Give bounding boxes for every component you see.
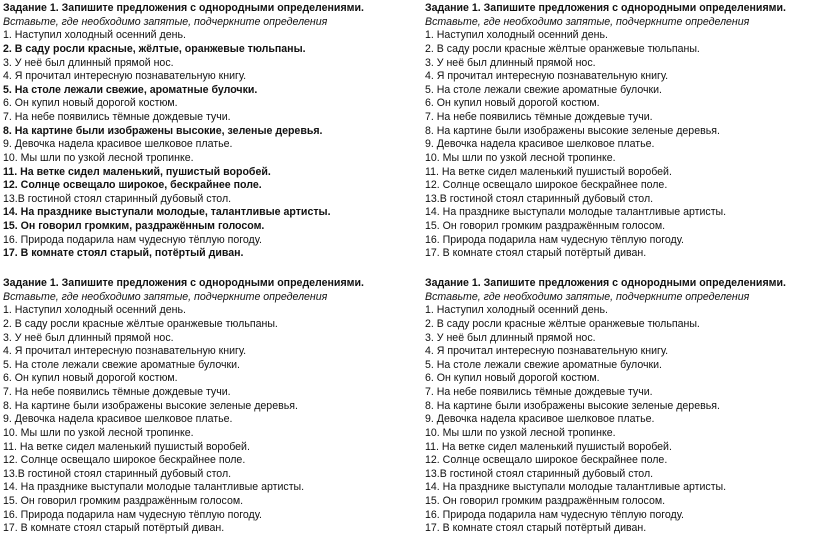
sentence-item: 6. Он купил новый дорогой костюм. [425,97,600,110]
sentence-item: 10. Мы шли по узкой лесной тропинке. [425,151,616,164]
sentence-item: 6. Он купил новый дорогой костюм. [3,97,178,110]
sentence-item: 10. Мы шли по узкой лесной тропинке. [425,426,616,439]
sentence-item: 10. Мы шли по узкой лесной тропинке. [3,151,194,164]
sentence-item: 15. Он говорил громким раздражённым голосом. [425,495,666,507]
task-instruction: Вставьте, где необходимо запятые, подчеркните определения [425,15,750,28]
sentence-item: 3. У неё был длинный прямой нос. [425,331,596,344]
sentence-item: 14. На празднике выступали молодые талантливые артисты. [425,481,727,494]
sentence-item: 14. На празднике выступали молодые талантливые артисты. [3,481,305,494]
sentence-item: 15. Он говорил громким раздражённым голосом. [425,220,666,232]
sentence-item: 1. Наступил холодный осенний день. [425,29,608,42]
sentence-item: 3. У неё был длинный прямой нос. [3,56,174,69]
sentence-item: 2. В саду росли красные жёлтые оранжевые тюльпаны. [3,317,278,330]
sentence-item: 5. На столе лежали свежие ароматные булочки. [425,83,663,96]
task-block-copy-3 [425,277,816,536]
task-title: Задание 1. Запишите предложения с однородными определениями. [3,277,364,289]
task-block-copy-1 [425,2,816,261]
sentence-item: 13.В гостиной стоял старинный дубовый стол. [3,192,232,205]
sentence-item: 16. Природа подарила нам чудесную тёплую погоду. [3,508,262,521]
sentence-item: 17. В комнате стоял старый потёртый диван. [425,522,647,535]
sentence-item: 11. На ветке сидел маленький пушистый воробей. [425,440,672,453]
sentence-item: 2. В саду росли красные жёлтые оранжевые тюльпаны. [425,42,700,55]
sentence-item: 15. Он говорил громким раздражённым голосом. [3,495,244,507]
sentence-item: 9. Девочка надела красивое шелковое платье. [3,413,233,426]
sentence-item: 16. Природа подарила нам чудесную тёплую погоду. [425,508,684,521]
sentence-item: 8. На картине были изображены высокие зеленые деревья. [3,399,298,412]
sentence-item: 13.В гостиной стоял старинный дубовый стол. [3,467,232,480]
sentence-item: 1. Наступил холодный осенний день. [3,304,186,317]
sentence-item: 3. У неё был длинный прямой нос. [425,56,596,69]
sentence-item: 16. Природа подарила нам чудесную тёплую погоду. [3,233,262,246]
sentence-item: 4. Я прочитал интересную познавательную книгу. [3,70,247,83]
sentence-item: 4. Я прочитал интересную познавательную книгу. [425,345,669,358]
sentence-item: 7. На небе появились тёмные дождевые тучи. [425,111,653,123]
sentence-item: 2. В саду росли красные, жёлтые, оранжевые тюльпаны. [3,42,306,55]
sentence-item: 9. Девочка надела красивое шелковое платье. [3,138,233,151]
sentence-item: 10. Мы шли по узкой лесной тропинке. [3,426,194,439]
sentence-item: 7. На небе появились тёмные дождевые тучи. [425,386,653,398]
task-instruction: Вставьте, где необходимо запятые, подчеркните определения [3,290,328,303]
sentence-item: 12. Солнце освещало широкое бескрайнее поле. [425,179,668,192]
task-block-copy-2 [3,277,398,536]
sentence-item: 6. Он купил новый дорогой костюм. [425,372,600,385]
sentence-item: 9. Девочка надела красивое шелковое платье. [425,138,655,151]
sentence-item: 15. Он говорил громким, раздражённым голосом. [3,220,265,232]
sentence-item: 5. На столе лежали свежие ароматные булочки. [3,358,241,371]
sentence-item: 12. Солнце освещало широкое, бескрайнее поле. [3,179,262,192]
sentence-item: 17. В комнате стоял старый потёртый диван. [3,522,225,535]
sentence-item: 8. На картине были изображены высокие, зеленые деревья. [3,124,323,137]
sentence-item: 8. На картине были изображены высокие зеленые деревья. [425,124,720,137]
task-instruction: Вставьте, где необходимо запятые, подчеркните определения [425,290,750,303]
sentence-item: 14. На празднике выступали молодые, талантливые артисты. [3,206,331,219]
sentence-item: 12. Солнце освещало широкое бескрайнее поле. [3,454,246,467]
sentence-item: 3. У неё был длинный прямой нос. [3,331,174,344]
sentence-item: 16. Природа подарила нам чудесную тёплую погоду. [425,233,684,246]
sentence-item: 11. На ветке сидел маленький, пушистый воробей. [3,165,271,178]
sentence-item: 5. На столе лежали свежие, ароматные булочки. [3,83,258,96]
sentence-item: 11. На ветке сидел маленький пушистый воробей. [3,440,250,453]
sentence-item: 17. В комнате стоял старый потёртый диван. [425,247,647,260]
sentence-item: 9. Девочка надела красивое шелковое платье. [425,413,655,426]
sentence-item: 4. Я прочитал интересную познавательную книгу. [425,70,669,83]
task-title: Задание 1. Запишите предложения с однородными определениями. [3,2,364,14]
sentence-item: 2. В саду росли красные жёлтые оранжевые тюльпаны. [425,317,700,330]
sentence-item: 13.В гостиной стоял старинный дубовый стол. [425,467,654,480]
task-instruction: Вставьте, где необходимо запятые, подчеркните определения [3,15,328,28]
sentence-item: 6. Он купил новый дорогой костюм. [3,372,178,385]
task-block-answer-key [3,2,398,261]
sentence-item: 5. На столе лежали свежие ароматные булочки. [425,358,663,371]
task-title: Задание 1. Запишите предложения с однородными определениями. [425,2,786,14]
sentence-item: 17. В комнате стоял старый, потёртый диван. [3,247,244,260]
task-title: Задание 1. Запишите предложения с однородными определениями. [425,277,786,289]
sentence-item: 1. Наступил холодный осенний день. [425,304,608,317]
sentence-item: 13.В гостиной стоял старинный дубовый стол. [425,192,654,205]
sentence-item: 1. Наступил холодный осенний день. [3,29,186,42]
sentence-item: 12. Солнце освещало широкое бескрайнее поле. [425,454,668,467]
sentence-item: 7. На небе появились тёмные дождевые тучи. [3,386,231,398]
sentence-item: 11. На ветке сидел маленький пушистый воробей. [425,165,672,178]
sentence-item: 14. На празднике выступали молодые талантливые артисты. [425,206,727,219]
sentence-item: 8. На картине были изображены высокие зеленые деревья. [425,399,720,412]
sentence-item: 7. На небе появились тёмные дождевые тучи. [3,111,231,123]
sentence-item: 4. Я прочитал интересную познавательную книгу. [3,345,247,358]
